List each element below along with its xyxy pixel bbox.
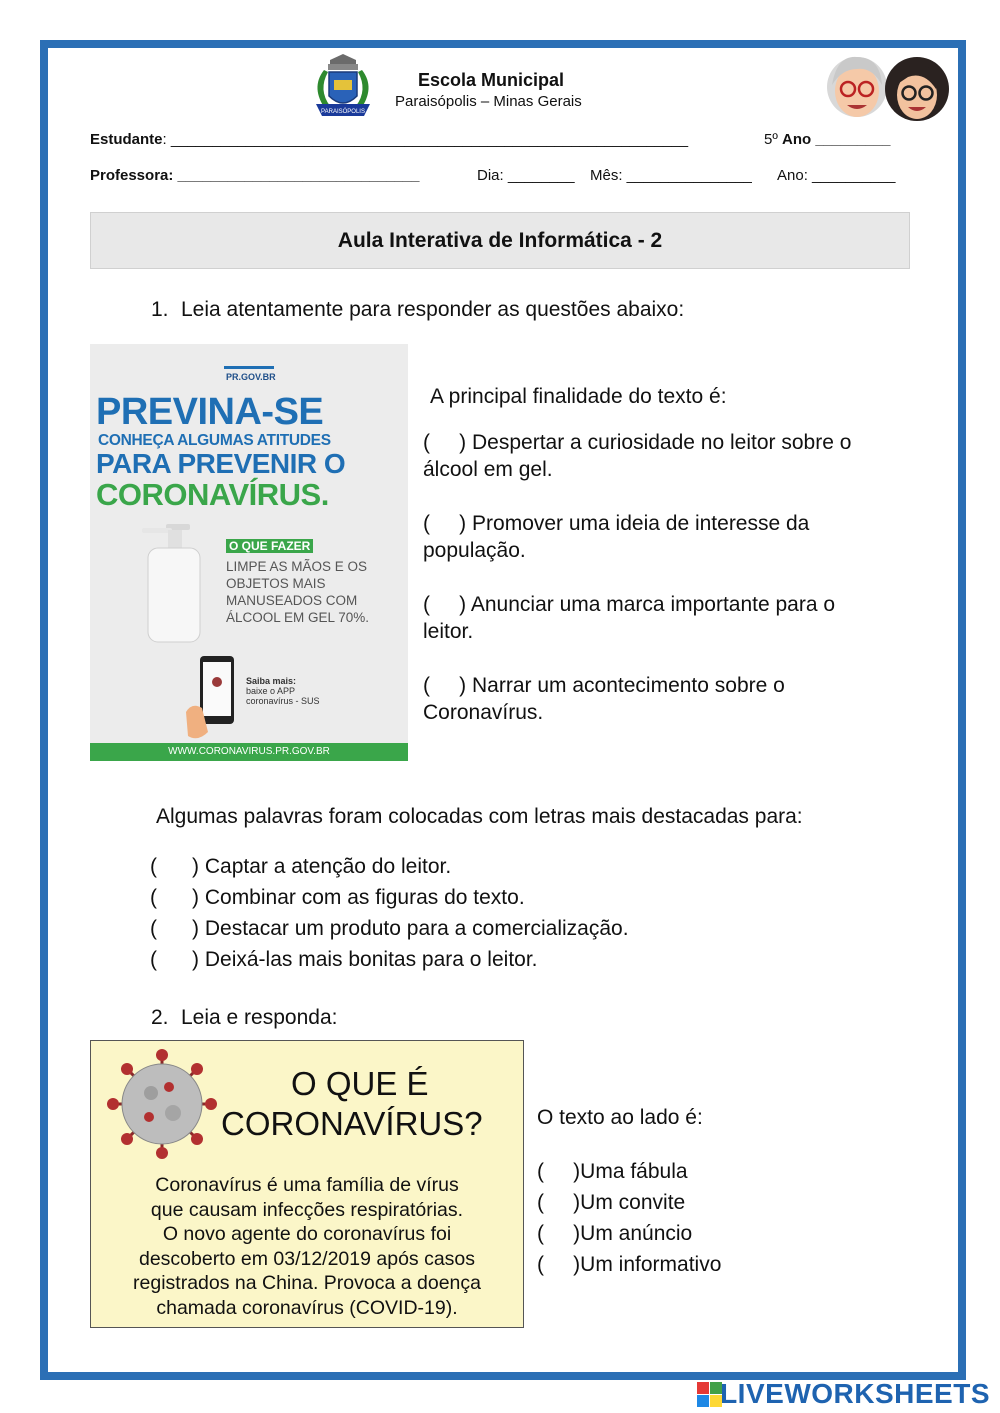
day-field[interactable]: Dia: ________: [477, 167, 575, 184]
section2-instruction: Leia e responda:: [181, 1006, 338, 1029]
option-1a-3[interactable]: [423, 591, 913, 645]
question-1b: Algumas palavras foram colocadas com letras mais destacadas para:: [156, 805, 803, 828]
option-text: Captar a atenção do leitor.: [204, 855, 452, 878]
student-line: : ______________________________________________________________: [162, 131, 689, 148]
poster-app-line: baixe o APP: [246, 686, 296, 696]
lesson-title: Aula Interativa de Informática - 2: [90, 212, 910, 269]
section1-number: 1.: [151, 298, 169, 321]
option-text: álcool em gel.: [423, 458, 553, 481]
option-2-4[interactable]: [537, 1251, 721, 1278]
option-text: Deixá-las mais bonitas para o leitor.: [204, 948, 538, 971]
month-field[interactable]: Mês: _______________: [590, 167, 752, 184]
info-body-line: O novo agente do coronavírus foi: [162, 1223, 452, 1245]
teacher-line: _____________________________: [177, 167, 420, 184]
grade-prefix: 5º: [764, 131, 778, 148]
option-checkbox[interactable]: ( ): [423, 512, 467, 535]
liveworksheets-brand[interactable]: LIVEWORKSHEETS: [720, 1378, 990, 1409]
option-text: leitor.: [423, 620, 474, 643]
option-text: Anunciar uma marca importante para o: [470, 593, 836, 616]
poster-body-line: MANUSEADOS COM: [226, 593, 358, 608]
school-city: Paraisópolis – Minas Gerais: [395, 93, 582, 110]
grade-label: Ano: [782, 131, 812, 148]
poster-image: [90, 344, 408, 761]
option-checkbox[interactable]: ( ): [537, 1253, 581, 1276]
option-2-2[interactable]: [537, 1189, 685, 1216]
crest-text: PARAISÓPOLIS: [321, 109, 365, 115]
option-1b-2[interactable]: [150, 884, 525, 911]
poster-headline-1: PREVINA-SE: [96, 391, 324, 433]
info-body-line: descoberto em 03/12/2019 após casos: [138, 1247, 476, 1270]
teacher-label: Professora:: [90, 167, 174, 184]
student-label: Estudante: [90, 131, 163, 148]
info-body-line: chamada coronavírus (COVID-19).: [156, 1296, 458, 1319]
option-text: Despertar a curiosidade no leitor sobre o: [472, 431, 852, 454]
question-1a: A principal finalidade do texto é:: [430, 385, 727, 408]
option-text: população.: [423, 539, 526, 562]
poster-headline-2: CONHEÇA ALGUMAS ATITUDES: [98, 432, 331, 449]
school-name: Escola Municipal: [418, 70, 565, 90]
grade-field[interactable]: [764, 131, 890, 148]
sanitizer-bottle-icon: [136, 524, 212, 644]
poster-app-line: coronavírus - SUS: [246, 696, 320, 706]
section1-instruction: Leia atentamente para responder as questões abaixo:: [181, 298, 685, 321]
option-checkbox[interactable]: ( ): [150, 855, 199, 878]
poster-brand-bar: [224, 366, 274, 369]
option-1a-4[interactable]: [423, 672, 913, 726]
option-text: Um convite: [580, 1191, 686, 1214]
poster-app-line: Saiba mais:: [246, 676, 297, 686]
poster-footer: WWW.CORONAVIRUS.PR.GOV.BR: [90, 743, 408, 761]
section2-number: 2.: [151, 1006, 169, 1029]
poster-tag: O QUE FAZER: [226, 539, 313, 553]
option-text: Combinar com as figuras do texto.: [204, 886, 525, 909]
option-checkbox[interactable]: ( ): [537, 1191, 581, 1214]
poster-body-line: ÁLCOOL EM GEL 70%.: [226, 610, 370, 625]
info-title-1: O QUE É: [291, 1065, 429, 1102]
option-text: Uma fábula: [580, 1160, 688, 1183]
option-1b-3[interactable]: [150, 915, 629, 942]
poster-app-text: [246, 676, 320, 706]
option-text: Narrar um acontecimento sobre o: [472, 674, 785, 697]
virus-icon: [103, 1047, 221, 1161]
option-1a-2[interactable]: [423, 510, 913, 564]
poster-body: [226, 558, 369, 626]
info-title-2: CORONAVÍRUS?: [221, 1105, 483, 1142]
option-text: Um informativo: [580, 1253, 722, 1276]
option-checkbox[interactable]: ( ): [423, 431, 467, 454]
option-checkbox[interactable]: ( ): [150, 948, 199, 971]
grade-line: _________: [815, 131, 891, 148]
option-checkbox[interactable]: ( ): [423, 593, 467, 616]
question-2: O texto ao lado é:: [537, 1106, 703, 1129]
phone-hand-icon: [182, 652, 248, 744]
option-checkbox[interactable]: ( ): [537, 1222, 581, 1245]
poster-headline-4: CORONAVÍRUS.: [96, 477, 329, 512]
poster-body-line: OBJETOS MAIS: [226, 576, 326, 591]
option-1b-4[interactable]: [150, 946, 538, 973]
option-2-3[interactable]: [537, 1220, 692, 1247]
poster-body-line: LIMPE AS MÃOS E OS: [226, 559, 368, 574]
year-field[interactable]: Ano: __________: [777, 167, 896, 184]
teacher-field[interactable]: [90, 167, 419, 184]
option-2-1[interactable]: [537, 1158, 688, 1185]
option-1a-1[interactable]: [423, 429, 913, 483]
city-crest-logo: [296, 50, 390, 122]
option-text: Destacar um produto para a comercialização.: [204, 917, 629, 940]
teacher-avatars-image: [812, 45, 952, 127]
option-checkbox[interactable]: ( ): [150, 886, 199, 909]
poster-headline-3: PARA PREVENIR O: [96, 448, 346, 479]
info-body-line: que causam infecções respiratórias.: [150, 1198, 464, 1221]
info-body-line: registrados na China. Provoca a doença: [133, 1272, 481, 1294]
option-checkbox[interactable]: ( ): [150, 917, 199, 940]
option-text: Coronavírus.: [423, 701, 544, 724]
info-body: [91, 1173, 523, 1320]
student-field[interactable]: [90, 131, 688, 148]
info-body-line: Coronavírus é uma família de vírus: [155, 1174, 459, 1196]
option-text: Promover uma ideia de interesse da: [472, 512, 810, 535]
poster-brand: PR.GOV.BR: [226, 372, 276, 382]
coronavirus-info-image: [90, 1040, 524, 1328]
option-text: Um anúncio: [580, 1222, 693, 1245]
option-1b-1[interactable]: [150, 853, 451, 880]
option-checkbox[interactable]: ( ): [537, 1160, 581, 1183]
option-checkbox[interactable]: ( ): [423, 674, 467, 697]
